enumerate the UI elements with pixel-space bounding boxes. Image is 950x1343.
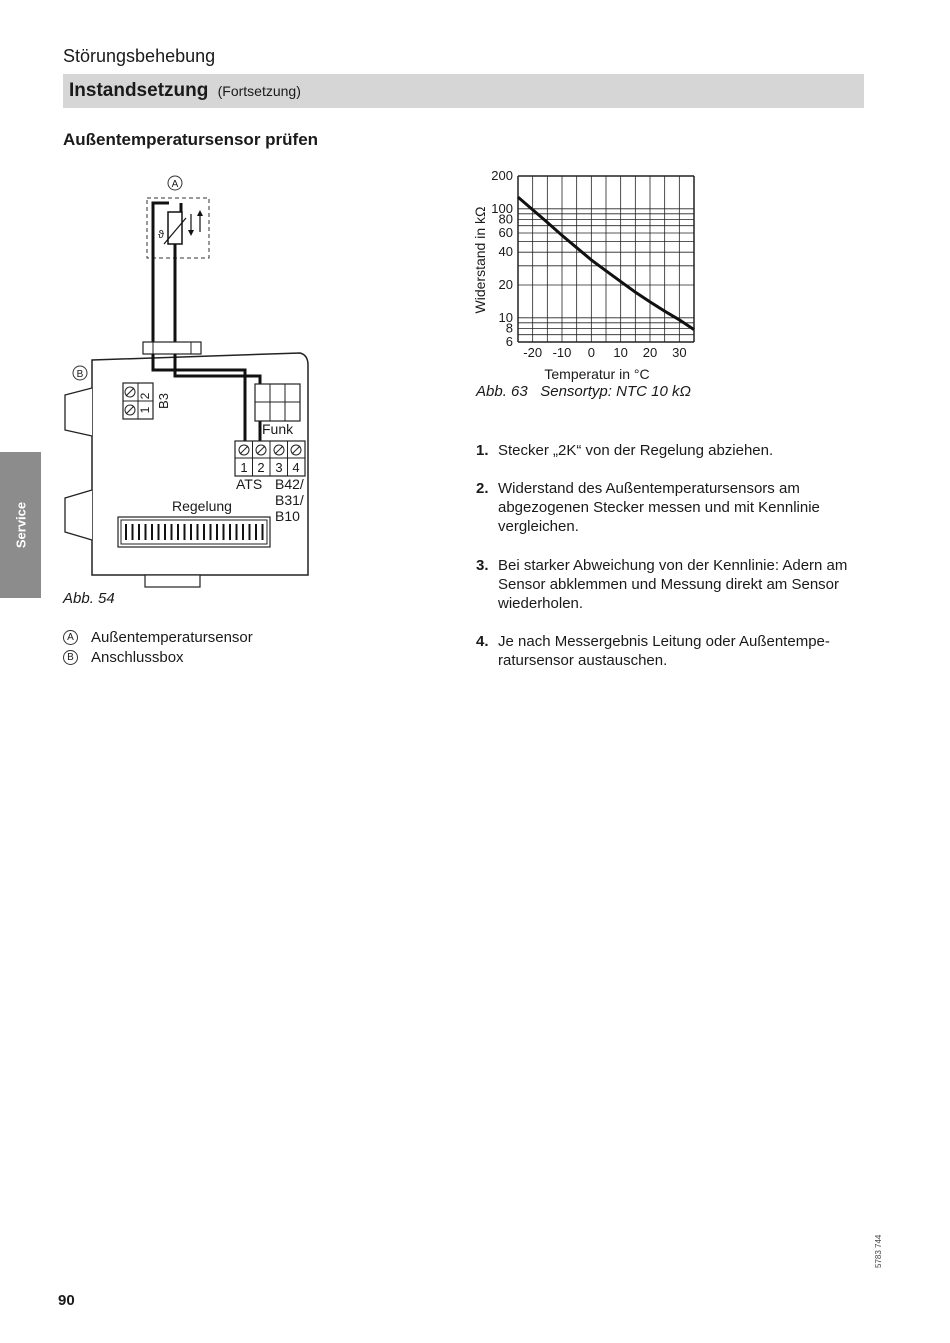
ntc-characteristic-chart [470, 166, 710, 382]
chart-grid [518, 176, 694, 342]
y-tick-label: 200 [491, 168, 513, 183]
y-tick-label: 8 [505, 320, 513, 336]
step-item [476, 632, 861, 670]
figure-63-caption [476, 383, 691, 400]
terminal-num-4: 4 [292, 460, 300, 475]
banner-title: Instandsetzung [69, 80, 209, 101]
document-code: 5783 744 [874, 1234, 883, 1268]
y-tick-label: 10 [498, 309, 513, 325]
legend-item [63, 629, 253, 646]
x-axis-label: Temperatur in °C [544, 366, 650, 382]
y-tick-label: 6 [505, 334, 513, 349]
b3-num-2: 2 [138, 392, 152, 400]
terminal-num-1: 1 [240, 460, 248, 475]
step-number: 2. [476, 480, 489, 497]
x-tick-label: 20 [642, 345, 658, 360]
side-tab-label: Service [13, 501, 28, 549]
step-item [476, 479, 846, 536]
figure-54-caption: Abb. 54 [63, 590, 115, 607]
legend-text-b: Anschlussbox [91, 649, 184, 666]
y-axis-label: Widerstand in kΩ [472, 206, 488, 314]
theta-symbol: ϑ [158, 229, 165, 241]
b31-label: B31/ [275, 492, 304, 508]
page-number: 90 [58, 1292, 75, 1309]
sub-heading: Außentemperatursensor prüfen [63, 130, 319, 149]
x-tick-label: 30 [672, 345, 687, 360]
b10-label: B10 [275, 508, 300, 524]
step-text: Je nach Messergebnis Leitung oder Außentempe-ratursensor austauschen. [498, 633, 830, 669]
figure-63-text: Sensortyp: NTC 10 kΩ [540, 383, 691, 400]
x-tick-label: -10 [552, 345, 572, 360]
step-number: 4. [476, 633, 489, 650]
terminal-num-2: 2 [257, 460, 265, 475]
y-tick-label: 60 [498, 224, 513, 240]
marker-b-label: B [76, 369, 84, 380]
banner-subtitle: (Fortsetzung) [217, 83, 301, 99]
b42-label: B42/ [275, 476, 304, 492]
step-number: 3. [476, 557, 489, 574]
x-tick-label: -20 [523, 345, 543, 360]
y-tick-label: 40 [498, 244, 513, 260]
regelung-connector [118, 517, 270, 547]
b3-num-1: 1 [138, 406, 152, 414]
ntc-resistor [168, 212, 182, 244]
step-number: 1. [476, 442, 489, 459]
chart-x-ticks [523, 345, 686, 360]
step-text: Stecker „2K“ von der Regelung abziehen. [498, 442, 774, 459]
regelung-label: Regelung [172, 498, 232, 514]
legend-text-a: Außentemperatursensor [91, 629, 253, 646]
chart-y-ticks [491, 168, 513, 349]
y-tick-label: 80 [498, 211, 513, 227]
y-tick-label: 20 [498, 277, 513, 293]
ats-label: ATS [236, 476, 263, 492]
legend-marker-a: A [63, 630, 78, 645]
step-text: Widerstand des Außentemperatursensors am abgezogenen Stecker messen und mit Kennlinie vergleichen. [498, 480, 820, 535]
section-title: Störungsbehebung [63, 46, 216, 66]
section-banner [63, 74, 864, 108]
b3-label: B3 [156, 393, 171, 409]
funk-label: Funk [262, 421, 294, 437]
step-item [476, 441, 866, 460]
x-tick-label: 0 [587, 345, 595, 360]
cable-gland-left-1 [65, 388, 92, 436]
cable-gland-bottom [145, 575, 200, 587]
side-tab [0, 452, 41, 598]
cable-gland-top [143, 342, 201, 354]
cable-gland-left-2 [65, 490, 92, 540]
terminal-num-3: 3 [275, 460, 283, 475]
figure-63-number: Abb. 63 [476, 383, 528, 400]
legend-marker-b: B [63, 650, 78, 665]
step-item [476, 556, 856, 613]
marker-a-label: A [171, 179, 179, 190]
x-tick-label: 10 [613, 345, 628, 360]
step-text: Bei starker Abweichung von der Kennlinie: Adern am Sensor abklemmen und Messung direkt am Sensor wiederholen. [498, 557, 848, 612]
y-tick-label: 100 [491, 200, 513, 216]
wiring-diagram [55, 170, 325, 590]
legend-item [63, 649, 184, 666]
